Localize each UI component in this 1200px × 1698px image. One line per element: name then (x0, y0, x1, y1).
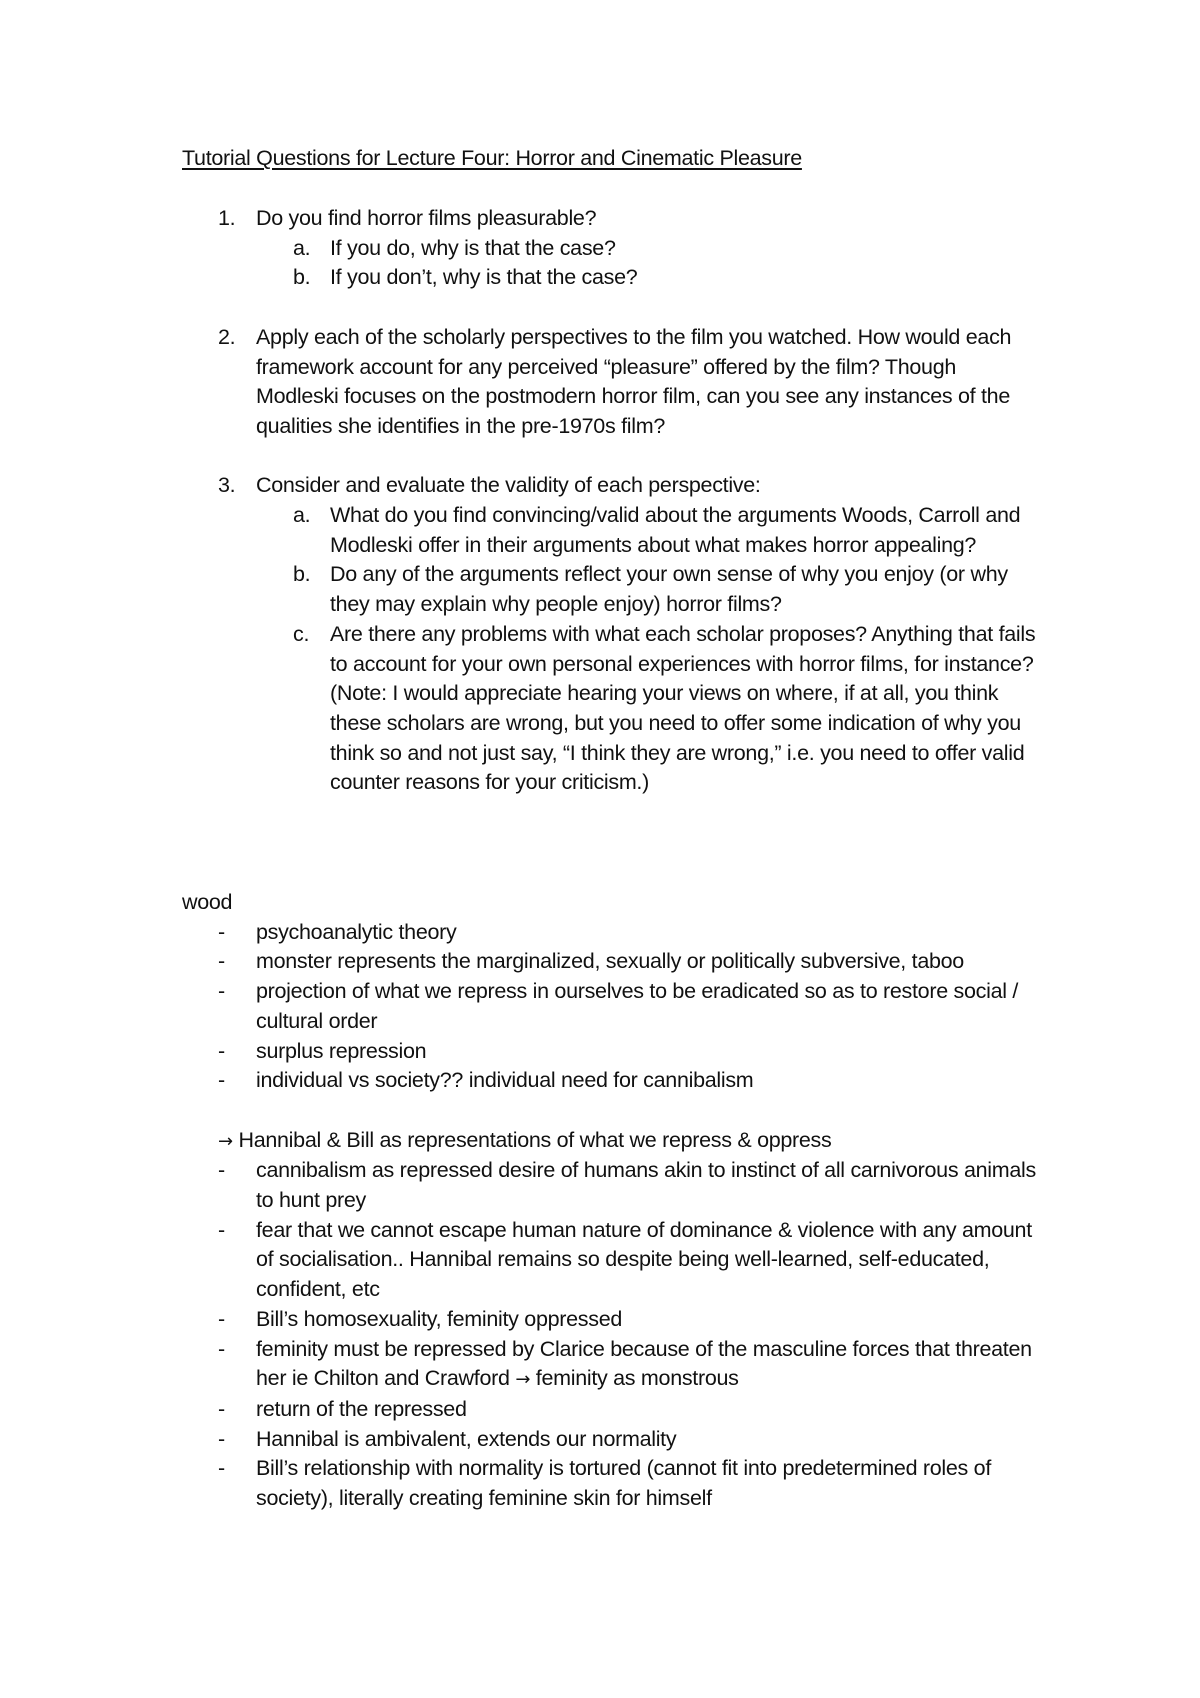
list-item-text: psychoanalytic theory (256, 919, 457, 944)
page-title: Tutorial Questions for Lecture Four: Horror and Cinematic Pleasure (182, 146, 802, 170)
dash-marker: - (218, 919, 225, 944)
question-2 (182, 323, 1042, 442)
dash-marker: - (218, 1217, 225, 1242)
sub-question-text: If you do, why is that the case? (330, 235, 616, 260)
list-item (182, 1037, 1042, 1067)
sub-question-text: What do you find convincing/valid about the arguments Woods, Carroll and Modleski offer in their arguments about what makes horror appealing? (330, 503, 1021, 557)
sub-question-letter: b. (293, 562, 311, 587)
list-item-text: Bill’s homosexuality, feminity oppressed (256, 1306, 623, 1331)
dash-marker: - (218, 1068, 225, 1093)
question-number: 2. (218, 324, 236, 349)
question-number: 1. (218, 206, 236, 230)
list-item-text: return of the repressed (256, 1396, 467, 1421)
dash-marker: - (218, 1456, 225, 1481)
dash-marker: - (218, 1306, 225, 1331)
arrow-right-icon: → (218, 1130, 233, 1152)
sub-question-3c (256, 620, 1042, 798)
notes-section (182, 888, 1042, 1514)
sub-question-letter: a. (293, 503, 311, 527)
list-item (182, 1335, 1042, 1395)
list-item-text: projection of what we repress in ourselves to be eradicated so as to restore social / cultural order (256, 979, 1019, 1033)
arrow-heading-text: Hannibal & Bill as representations of what we repress & oppress (238, 1127, 832, 1152)
sub-question-letter: c. (293, 621, 310, 646)
sub-question-text: Do any of the arguments reflect your own sense of why you enjoy (or why they may explain why people enjoy) horror films? (330, 562, 1008, 617)
question-3 (182, 471, 1042, 798)
list-item (182, 1305, 1042, 1335)
sub-question-1a (256, 234, 1042, 264)
question-list (182, 204, 1042, 828)
sub-question-3b (256, 560, 1042, 619)
list-item-suffix: feminity as monstrous (535, 1366, 739, 1391)
dash-marker: - (218, 949, 225, 974)
list-item-text: monster represents the marginalized, sexually or politically subversive, taboo (256, 949, 964, 974)
list-item-text: cannibalism as repressed desire of humans akin to instinct of all carnivorous animals to hunt prey (256, 1158, 1036, 1213)
list-item (182, 918, 1042, 948)
dash-marker: - (218, 979, 225, 1004)
dash-marker: - (218, 1158, 225, 1183)
question-number: 3. (218, 473, 236, 498)
question-1 (182, 204, 1042, 293)
question-text: Apply each of the scholarly perspectives to the film you watched. How would each framework account for any perceived “pleasure” offered by the film? Though Modleski focuses on the postmodern horror film, can you see any instances of the qualities she identifies in the pre-1970s film? (256, 324, 1012, 438)
sub-question-letter: b. (293, 265, 311, 290)
question-text: Consider and evaluate the validity of each perspective: (256, 473, 761, 498)
list-item-text: Bill’s relationship with normality is tortured (cannot fit into predetermined roles of society), literally creating feminine skin for himself (256, 1456, 992, 1511)
list-item-text: surplus repression (256, 1038, 427, 1063)
list-item (182, 1216, 1042, 1305)
list-item (182, 1066, 1042, 1096)
sub-question-letter: a. (293, 235, 311, 260)
list-item (182, 1395, 1042, 1425)
arrow-right-icon: → (515, 1369, 531, 1391)
list-item (182, 947, 1042, 977)
arrow-heading (182, 1126, 1042, 1157)
list-item (182, 1454, 1042, 1513)
sub-question-text: Are there any problems with what each scholar proposes? Anything that fails to account for your own personal experiences with horror films, for instance? (Note: I would appreciate hearing your views on where, if at all, you think these scholars are wrong, but you need to offer some indication of why you think so and not just say, “I think they are wrong,” i.e. you need to offer valid counter reasons for your criticism.) (330, 621, 1036, 795)
sub-question-text: If you don’t, why is that the case? (330, 265, 638, 290)
sub-question-1b (256, 263, 1042, 293)
list-item (182, 977, 1042, 1036)
list-item-text: Hannibal is ambivalent, extends our normality (256, 1426, 677, 1451)
sub-question-3a (256, 501, 1042, 560)
notes-heading: wood (182, 890, 233, 914)
list-item (182, 1425, 1042, 1455)
dash-marker: - (218, 1038, 225, 1063)
list-item-text: feminity must be repressed by Clarice because of the masculine forces that threaten her ie Chilton and Crawford (256, 1336, 1032, 1391)
question-text: Do you find horror films pleasurable? (256, 206, 597, 230)
dash-marker: - (218, 1426, 225, 1451)
list-item-text: fear that we cannot escape human nature of dominance & violence with any amount of socialisation.. Hannibal remains so despite being well-learned, self-educated, confident, etc (256, 1217, 1032, 1302)
list-item-text: individual vs society?? individual need for cannibalism (256, 1068, 754, 1093)
dash-marker: - (218, 1396, 225, 1421)
list-item (182, 1156, 1042, 1215)
dash-marker: - (218, 1336, 225, 1361)
